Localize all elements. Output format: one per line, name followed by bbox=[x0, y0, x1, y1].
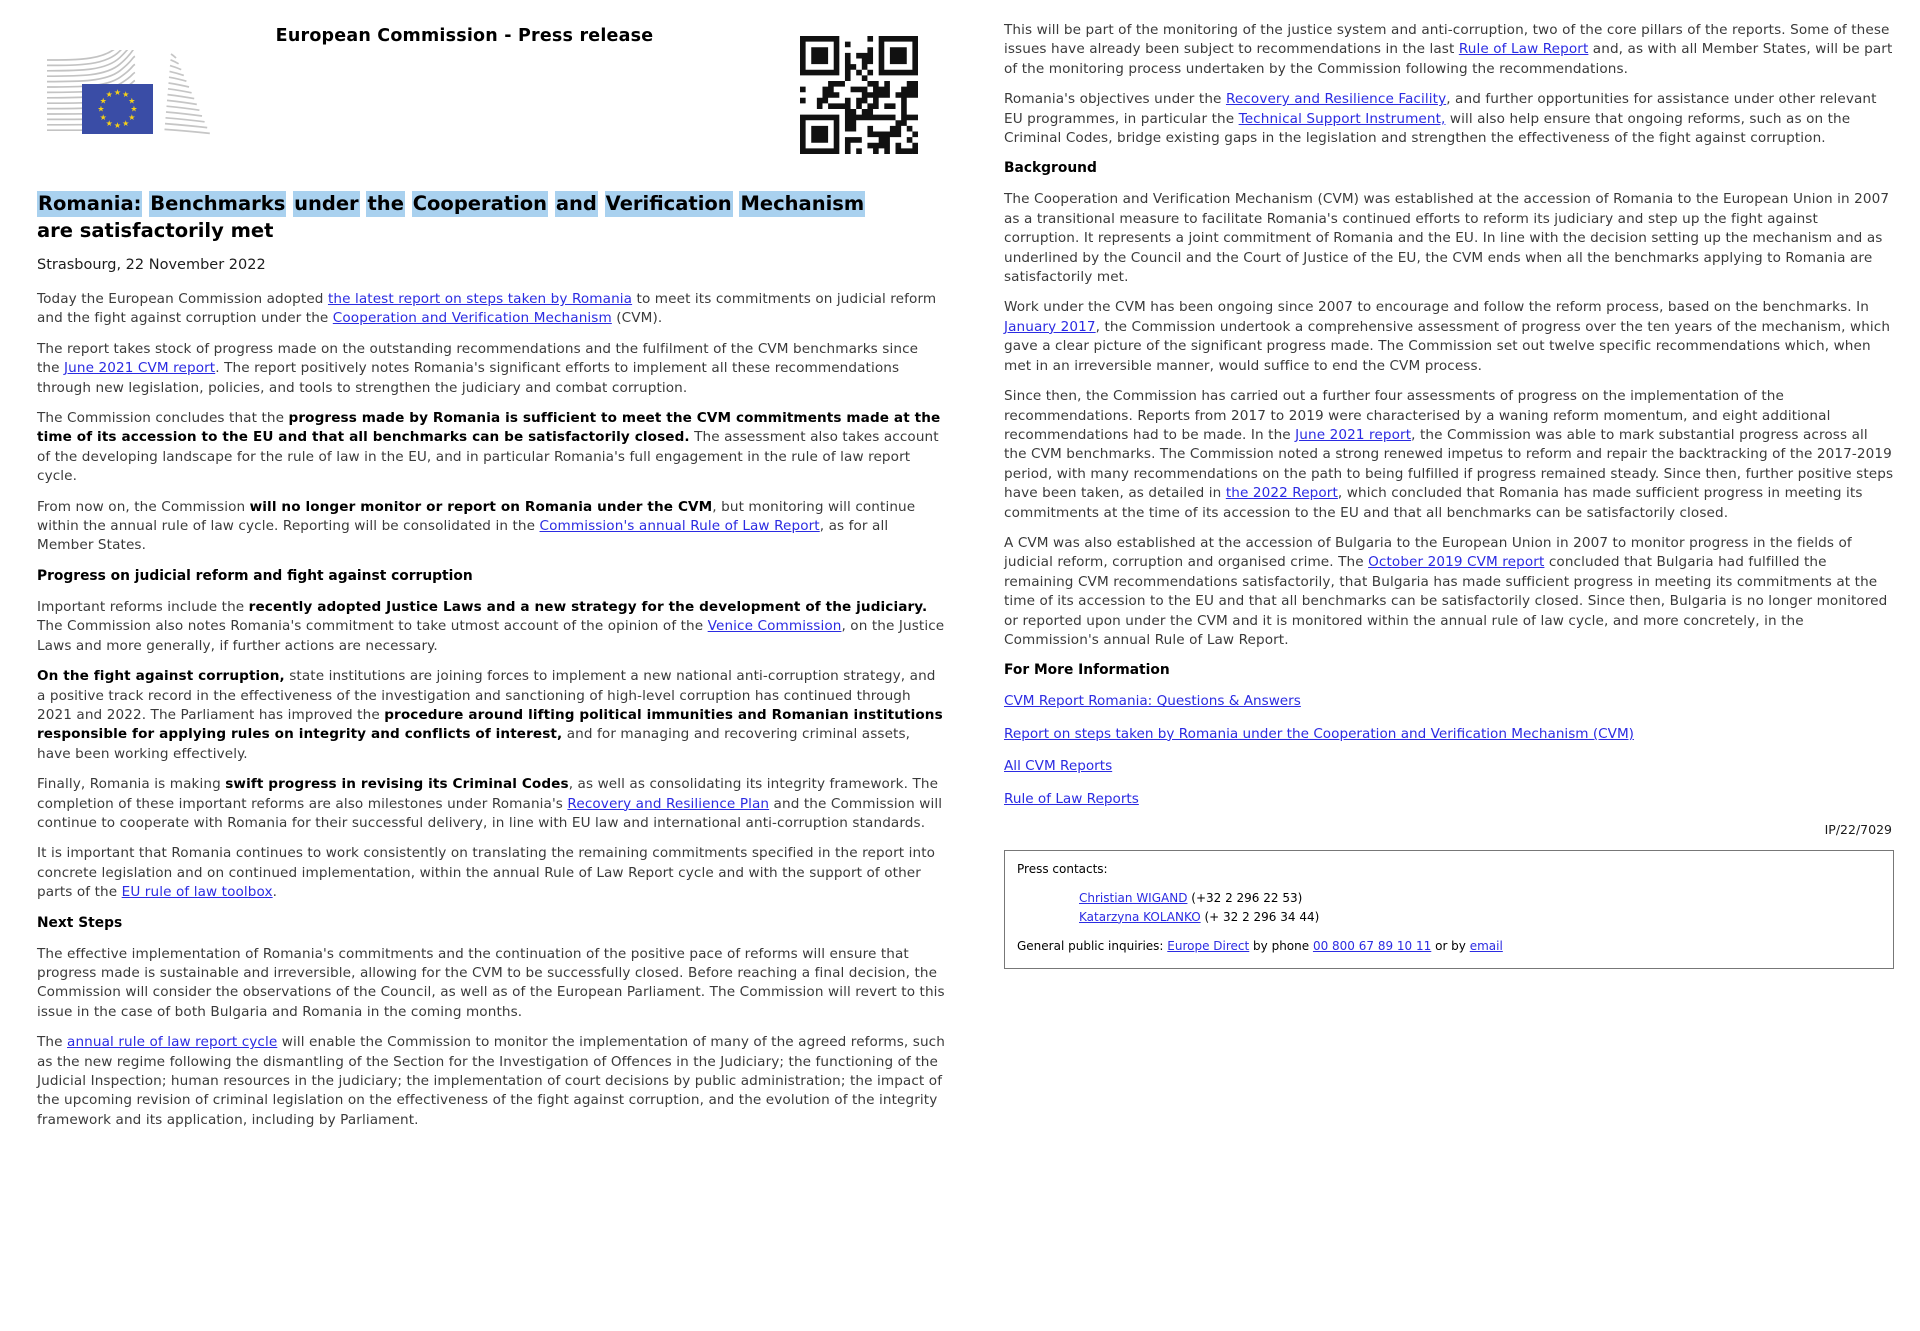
right-column bbox=[1004, 0, 1894, 969]
bold-text: swift progress in revising its Criminal Codes bbox=[225, 776, 569, 793]
press-contacts-list bbox=[1079, 889, 1881, 926]
left-column-content bbox=[37, 290, 945, 1130]
text: It is important that Romania continues to work consistently on translating the remaining commitments specified in the report into concrete legislation and on continued implementation, within the annual Rule of Law Report cycle and with the support of other parts of the bbox=[37, 845, 936, 901]
text: by phone bbox=[1249, 939, 1313, 953]
text: The bbox=[37, 1034, 68, 1051]
text: , as well as consolidating its integrity framework. The completion of these important reforms are also milestones under Romania's bbox=[37, 776, 939, 812]
text: Romania's objectives under the bbox=[1004, 91, 1226, 108]
svg-text:★: ★ bbox=[105, 118, 113, 128]
svg-text:★: ★ bbox=[130, 104, 138, 114]
text: and, as with all Member States, will be part of the monitoring process undertaken by the Commission following the recommendations. bbox=[1004, 41, 1893, 77]
text: Today the European Commission adopted bbox=[37, 291, 328, 307]
text: , but monitoring will continue within the annual rule of law cycle. Reporting will be consolidated in the bbox=[37, 498, 916, 535]
highlighted-word: and bbox=[555, 192, 597, 215]
text-link[interactable]: the latest report on steps taken by Romania bbox=[327, 291, 633, 307]
reference-number: IP/22/7029 bbox=[1824, 822, 1892, 837]
svg-text:★: ★ bbox=[122, 90, 130, 100]
text-link[interactable]: Venice Commission bbox=[707, 618, 842, 635]
dateline: Strasbourg, 22 November 2022 bbox=[37, 257, 266, 273]
paragraph bbox=[37, 598, 945, 656]
contact-line: Katarzyna KOLANKO (+ 32 2 296 34 44) bbox=[1079, 909, 1320, 924]
text-link[interactable]: June 2021 CVM report bbox=[64, 360, 216, 377]
bold-text: On the fight against corruption, bbox=[37, 668, 285, 685]
more-info-link[interactable]: Report on steps taken by Romania under the Cooperation and Verification Mechanism (CVM) bbox=[1004, 725, 1634, 742]
text-link[interactable]: Technical Support Instrument, bbox=[1238, 110, 1446, 127]
highlighted-word: the bbox=[367, 192, 404, 215]
page-title bbox=[37, 190, 945, 244]
text: . The report positively notes Romania's significant efforts to implement all these recommendations through new legislation, policies, and tools to strengthen the judiciary and combat corruption. bbox=[37, 360, 900, 396]
left-column bbox=[37, 190, 945, 1141]
more-info-row bbox=[1004, 757, 1894, 776]
text: , which concluded that Romania has made sufficient progress in meeting its commitments at the time of its accession to the EU and that all benchmarks can be satisfactorily closed. bbox=[1004, 485, 1863, 521]
more-info-row bbox=[1004, 790, 1894, 809]
svg-text:★: ★ bbox=[99, 112, 107, 122]
text-link[interactable]: Rule of Law Report bbox=[1458, 41, 1589, 58]
highlighted-word: Romania: bbox=[38, 192, 142, 215]
more-info-link[interactable]: All CVM Reports bbox=[1004, 758, 1113, 775]
text: . bbox=[272, 884, 278, 901]
text: , and further opportunities for assistance under other relevant EU programmes, in particular the bbox=[1004, 91, 1877, 127]
text: A CVM was also established at the accession of Bulgaria to the European Union in 2007 to monitor progress in the fields of judicial reform, corruption and organised crime. The bbox=[1004, 534, 1852, 571]
paragraph bbox=[1004, 21, 1894, 79]
text-link[interactable]: annual rule of law report cycle bbox=[67, 1034, 278, 1051]
highlighted-word: Cooperation bbox=[412, 192, 548, 215]
section-heading: Next Steps bbox=[37, 914, 123, 931]
text: state institutions are joining forces to implement a new national anti-corruption strategy, and a positive track record in the effectiveness of the investigation and sanctioning of high-level corruption has continued through 2021 and 2022. The Parliament has improved the bbox=[37, 668, 936, 723]
text: General public inquiries: bbox=[1017, 939, 1168, 953]
text-link[interactable]: Recovery and Resilience Plan bbox=[567, 795, 770, 812]
european-commission-logo bbox=[46, 50, 218, 138]
text: will enable the Commission to monitor the implementation of many of the agreed reforms, such as the new regime following the dismantling of the Section for the Investigation of Offences in the Judiciary; the functioning of the Judicial Inspection; human resources in the judiciary; the implementation of court decisions by public administration; the impact of the upcoming revision of criminal legislation on the effectiveness of the fight against corruption, and the evolution of the integrity framework and its application, including by Parliament. bbox=[37, 1034, 945, 1128]
paragraph bbox=[1004, 90, 1894, 148]
svg-text:★: ★ bbox=[97, 104, 105, 114]
svg-text:★: ★ bbox=[99, 96, 107, 106]
text: and for managing and recovering criminal assets, have been working effectively. bbox=[37, 726, 911, 762]
svg-text:★: ★ bbox=[128, 112, 136, 122]
text-link[interactable]: the 2022 Report bbox=[1225, 485, 1338, 502]
text: , the Commission was able to mark substantial progress across all the CVM benchmarks. The Commission noted a strong renewed impetus to reform and repair the backtracking of the 2017-2019 period, with many recommendations on the path to being fulfilled if progress remained steady. Since then, further positive steps have been taken, as detailed in bbox=[1004, 426, 1894, 502]
text: The Cooperation and Verification Mechanism (CVM) was established at the accession of Romania to the European Union in 2007 as a transitional measure to facilitate Romania's continued efforts to reform its judiciary and step up the fight against corruption. It represents a joint commitment of Romania and the EU. In line with the decision setting up the mechanism and as underlined by the Council and the Court of Justice of the EU, the CVM ends when all the benchmarks applying to Romania are satisfactorily met. bbox=[1004, 191, 1890, 286]
title-line-2: are satisfactorily met bbox=[37, 219, 274, 242]
paragraph bbox=[37, 844, 945, 902]
paragraph bbox=[37, 498, 945, 556]
paragraph bbox=[37, 409, 945, 487]
paragraph bbox=[1004, 387, 1894, 523]
more-info-row bbox=[1004, 692, 1894, 711]
text: Since then, the Commission has carried out a further four assessments of progress on the implementation of the recommendations. Reports from 2017 to 2019 were characterised by a waning reform momentum, and eight additional recommendations had to be made. In the bbox=[1004, 388, 1831, 443]
text: The effective implementation of Romania's commitments and the continuation of the positive pace of reforms will ensure that progress made is sustainable and irreversible, allowing for the CVM to be successfully closed. Before reaching a final decision, the Commission will consider the observations of the Council, as well as of the European Parliament. The Commission will revert to this issue in the case of both Bulgaria and Romania in the coming months. bbox=[37, 945, 945, 1020]
right-column-content bbox=[1004, 21, 1894, 809]
bold-text: procedure around lifting political immunities and Romanian institutions responsible for applying rules on integrity and conflicts of interest, bbox=[37, 706, 943, 743]
contact-line: Christian WIGAND (+32 2 296 22 53) bbox=[1079, 891, 1303, 905]
text: , as for all Member States. bbox=[37, 518, 889, 554]
text-link[interactable]: October 2019 CVM report bbox=[1368, 554, 1545, 571]
text: The Commission concludes that the bbox=[37, 410, 289, 427]
text-link[interactable]: Cooperation and Verification Mechanism bbox=[332, 310, 612, 327]
text: or by bbox=[1431, 939, 1470, 953]
bold-text: progress made by Romania is sufficient to meet the CVM commitments made at the time of its accession to the EU and that all benchmarks can be satisfactorily closed. bbox=[37, 410, 941, 446]
more-info-link[interactable]: CVM Report Romania: Questions & Answers bbox=[1004, 693, 1301, 710]
svg-text:★: ★ bbox=[122, 118, 130, 128]
paragraph bbox=[37, 945, 945, 1023]
svg-text:★: ★ bbox=[113, 121, 122, 130]
paragraph bbox=[37, 290, 945, 329]
document-type-header: European Commission - Press release bbox=[275, 26, 654, 46]
paragraph bbox=[1004, 534, 1894, 650]
text: Work under the CVM has been ongoing since 2007 to encourage and follow the reform process, based on the benchmarks. In bbox=[1004, 299, 1869, 316]
press-contacts-label: Press contacts: bbox=[1017, 862, 1108, 876]
svg-text:★: ★ bbox=[113, 88, 122, 97]
paragraph bbox=[1004, 298, 1894, 376]
qr-code bbox=[800, 36, 918, 154]
more-info-link[interactable]: Rule of Law Reports bbox=[1004, 790, 1139, 807]
paragraph bbox=[37, 340, 945, 398]
paragraph bbox=[37, 1033, 945, 1130]
text-link[interactable]: 00 800 67 89 10 11 bbox=[1312, 939, 1432, 953]
paragraph bbox=[1004, 190, 1894, 287]
text: Finally, Romania is making bbox=[37, 776, 226, 793]
title-line-1 bbox=[37, 190, 945, 217]
text: The Commission also notes Romania's commitment to take utmost account of the opinion of the bbox=[37, 618, 708, 635]
svg-text:★: ★ bbox=[105, 90, 113, 100]
text-link[interactable]: January 2017 bbox=[1004, 318, 1096, 335]
text: The assessment also takes account of the developing landscape for the rule of law in the EU, and in particular Romania's full engagement in the rule of law report cycle. bbox=[37, 429, 939, 485]
paragraph bbox=[37, 775, 945, 833]
section-heading: For More Information bbox=[1004, 662, 1170, 679]
text-link[interactable]: Europe Direct bbox=[1167, 939, 1250, 953]
highlighted-word: Benchmarks bbox=[150, 192, 286, 215]
bold-text: will no longer monitor or report on Romania under the CVM bbox=[249, 498, 713, 515]
text-link[interactable]: Recovery and Resilience Facility bbox=[1225, 91, 1447, 108]
text: , on the Justice Laws and more generally, if further actions are necessary. bbox=[37, 618, 945, 654]
text-link[interactable]: June 2021 report bbox=[1295, 426, 1412, 443]
press-contacts-box bbox=[1004, 850, 1894, 969]
text-link[interactable]: EU rule of law toolbox bbox=[121, 884, 273, 901]
text: and the Commission will continue to cooperate with Romania for their successful delivery, in line with EU law and international anti-corruption standards. bbox=[37, 795, 943, 831]
section-heading: Background bbox=[1004, 160, 1097, 177]
text: concluded that Bulgaria had fulfilled the remaining CVM recommendations satisfactorily, that Bulgaria has made sufficient progress in meeting its commitments at the time of its accession to the EU and that all benchmarks can be satisfactorily closed. Since then, Bulgaria is no longer monitored or reported upon under the CVM and it is monitored within the annual rule of law cycle, and more concretely, in the Commission's annual Rule of Law Report. bbox=[1004, 554, 1888, 648]
section-heading: Progress on judicial reform and fight against corruption bbox=[37, 567, 473, 584]
contact-name-link[interactable]: Katarzyna KOLANKO bbox=[1079, 909, 1201, 924]
text: From now on, the Commission bbox=[37, 498, 250, 515]
text: Important reforms include the bbox=[37, 598, 249, 615]
text: to meet its commitments on judicial reform and the fight against corruption under the bbox=[37, 291, 937, 327]
text-link[interactable]: email bbox=[1469, 939, 1503, 953]
text: , the Commission undertook a comprehensive assessment of progress over the ten years of the mechanism, which gave a clear picture of the significant progress made. The Commission set out twelve specific recommendations which, when met in an irreversible manner, would suffice to end the CVM process. bbox=[1004, 318, 1891, 374]
highlighted-word: under bbox=[294, 192, 359, 215]
more-info-row bbox=[1004, 725, 1894, 744]
public-inquiries-line bbox=[1017, 938, 1881, 955]
svg-text:★: ★ bbox=[128, 96, 136, 106]
contact-name-link[interactable]: Christian WIGAND bbox=[1079, 891, 1188, 905]
text: will also help ensure that ongoing reforms, such as on the Criminal Codes, bridge existing gaps in the legislation and strengthen the effectiveness of the fight against corruption. bbox=[1004, 110, 1851, 147]
paragraph bbox=[37, 667, 945, 764]
highlighted-word: Verification bbox=[605, 192, 732, 215]
text: The report takes stock of progress made on the outstanding recommendations and the fulfilment of the CVM benchmarks since the bbox=[37, 340, 919, 377]
text-link[interactable]: Commission's annual Rule of Law Report bbox=[539, 518, 820, 535]
text: This will be part of the monitoring of the justice system and anti-corruption, two of the core pillars of the reports. Some of these issues have already been subject to recommendations in the last bbox=[1004, 22, 1890, 58]
text: (CVM). bbox=[611, 310, 663, 327]
bold-text: recently adopted Justice Laws and a new strategy for the development of the judiciary. bbox=[248, 598, 928, 615]
highlighted-word: Mechanism bbox=[740, 192, 865, 215]
